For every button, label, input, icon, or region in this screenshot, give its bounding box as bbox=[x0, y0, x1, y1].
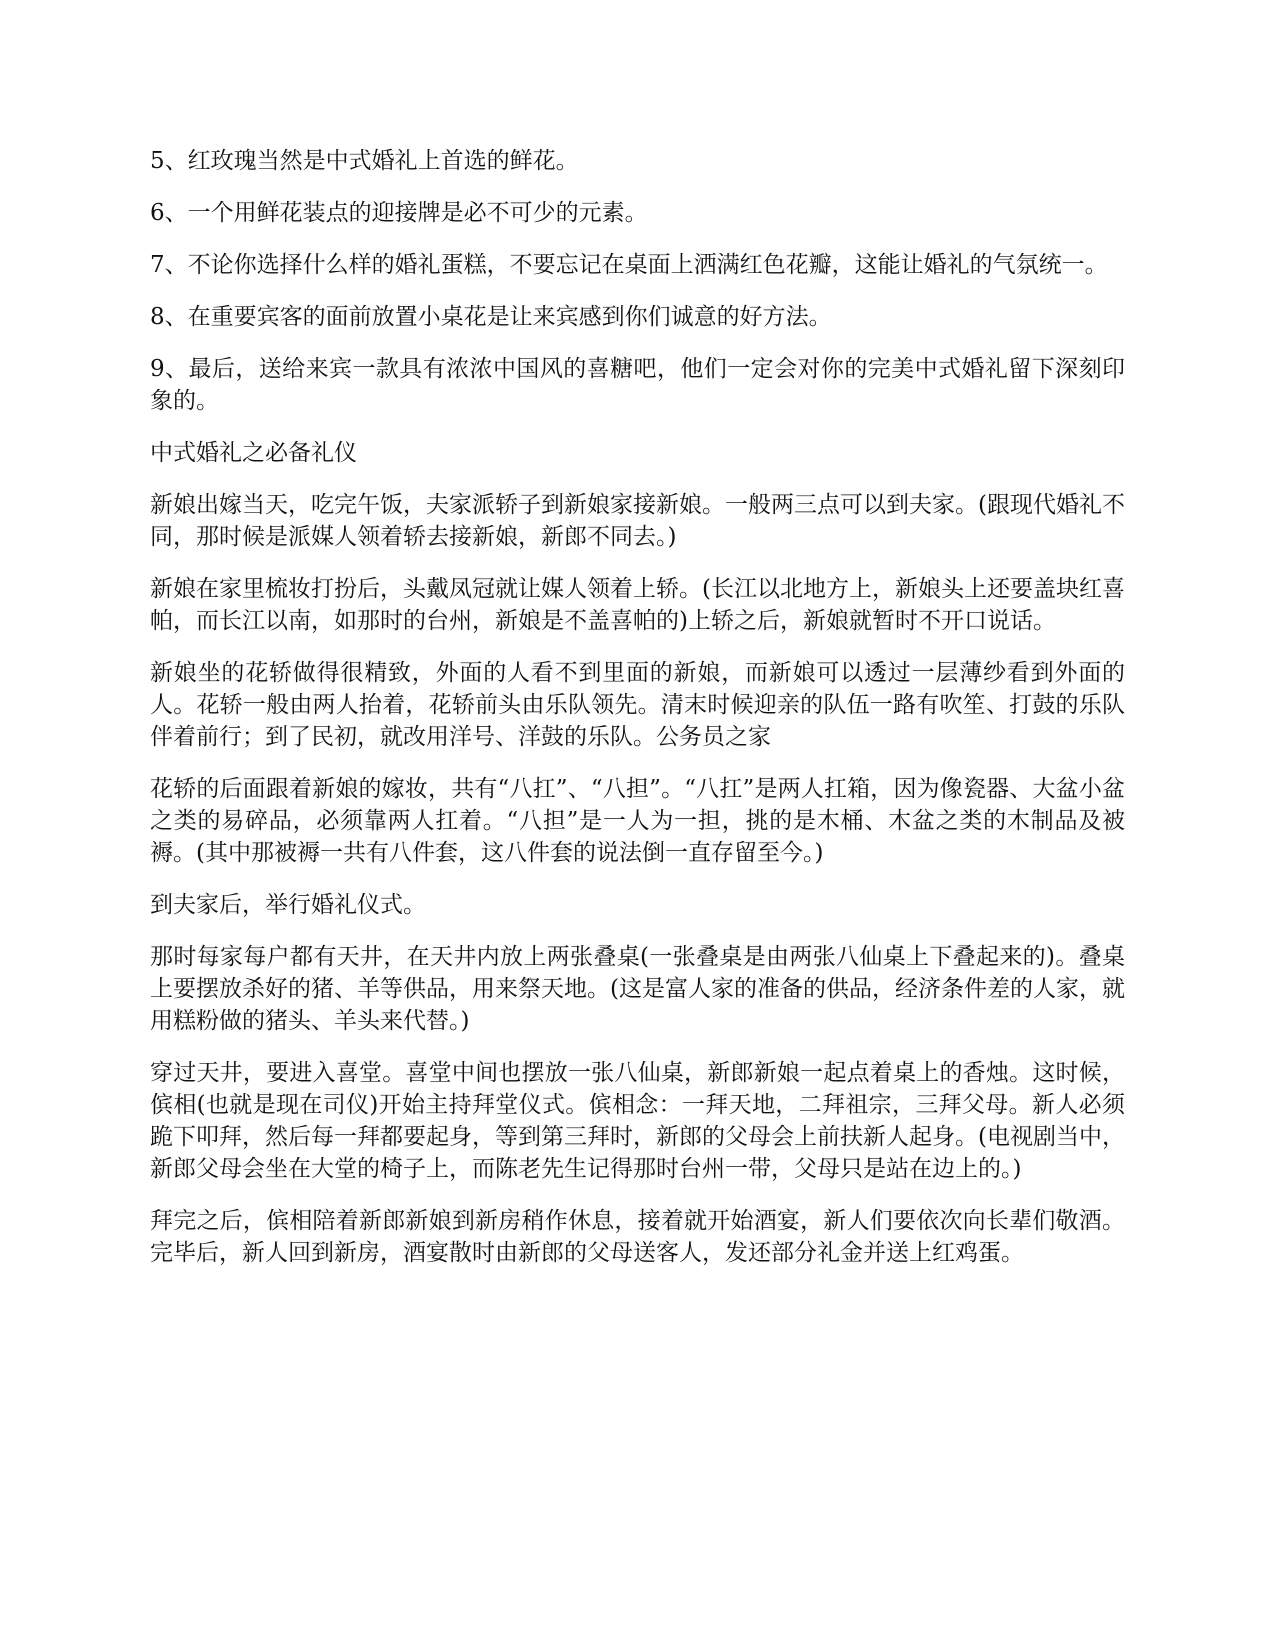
paragraph-tip-9: 9、最后，送给来宾一款具有浓浓中国风的喜糖吧，他们一定会对你的完美中式婚礼留下深刻印象的。 bbox=[150, 356, 1125, 414]
paragraph-tip-6: 6、一个用鲜花装点的迎接牌是必不可少的元素。 bbox=[150, 200, 648, 226]
paragraph-wedding-day: 新娘出嫁当天，吃完午饭，夫家派轿子到新娘家接新娘。一般两三点可以到夫家。(跟现代婚礼不同，那时候是派媒人领着轿去接新娘，新郎不同去。) bbox=[150, 492, 1125, 550]
paragraph-sedan-chair: 新娘坐的花轿做得很精致，外面的人看不到里面的新娘，而新娘可以透过一层薄纱看到外面的人。花轿一般由两人抬着，花轿前头由乐队领先。清末时候迎亲的队伍一路有吹笙、打鼓的乐队伴着前行；到了民初，就改用洋号、洋鼓的乐队。公务员之家 bbox=[150, 660, 1125, 750]
section-heading: 中式婚礼之必备礼仪 bbox=[150, 440, 357, 466]
paragraph-bride-dressing: 新娘在家里梳妆打扮后，头戴凤冠就让媒人领着上轿。(长江以北地方上，新娘头上还要盖块红喜帕，而长江以南，如那时的台州，新娘是不盖喜帕的)上轿之后，新娘就暂时不开口说话。 bbox=[150, 576, 1125, 634]
paragraph-banquet: 拜完之后，傧相陪着新郎新娘到新房稍作休息，接着就开始酒宴，新人们要依次向长辈们敬酒。完毕后，新人回到新房，酒宴散时由新郎的父母送客人，发还部分礼金并送上红鸡蛋。 bbox=[150, 1208, 1125, 1266]
paragraph-tip-5: 5、红玫瑰当然是中式婚礼上首选的鲜花。 bbox=[150, 148, 579, 174]
paragraph-dowry: 花轿的后面跟着新娘的嫁妆，共有“八扛”、“八担”。“八扛”是两人扛箱，因为像瓷器、大盆小盆之类的易碎品，必须靠两人扛着。“八担”是一人为一担，挑的是木桶、木盆之类的木制品及被褥。(其中那被褥一共有八件套，这八件套的说法倒一直存留至今。) bbox=[150, 776, 1125, 866]
document-body bbox=[150, 145, 1125, 1289]
paragraph-hall-worship: 穿过天井，要进入喜堂。喜堂中间也摆放一张八仙桌，新郎新娘一起点着桌上的香烛。这时候，傧相(也就是现在司仪)开始主持拜堂仪式。傧相念：一拜天地，二拜祖宗，三拜父母。新人必须跪下叩拜，然后每一拜都要起身，等到第三拜时，新郎的父母会上前扶新人起身。(电视剧当中，新郎父母会坐在大堂的椅子上，而陈老先生记得那时台州一带，父母只是站在边上的。) bbox=[150, 1060, 1125, 1182]
paragraph-tip-7: 7、不论你选择什么样的婚礼蛋糕，不要忘记在桌面上洒满红色花瓣，这能让婚礼的气氛统一。 bbox=[150, 252, 1108, 278]
paragraph-tip-8: 8、在重要宾客的面前放置小桌花是让来宾感到你们诚意的好方法。 bbox=[150, 304, 832, 330]
paragraph-courtyard: 那时每家每户都有天井，在天井内放上两张叠桌(一张叠桌是由两张八仙桌上下叠起来的)。叠桌上要摆放杀好的猪、羊等供品，用来祭天地。(这是富人家的准备的供品，经济条件差的人家，就用糕粉做的猪头、羊头来代替。) bbox=[150, 944, 1125, 1034]
paragraph-ceremony-start: 到夫家后，举行婚礼仪式。 bbox=[150, 892, 426, 918]
